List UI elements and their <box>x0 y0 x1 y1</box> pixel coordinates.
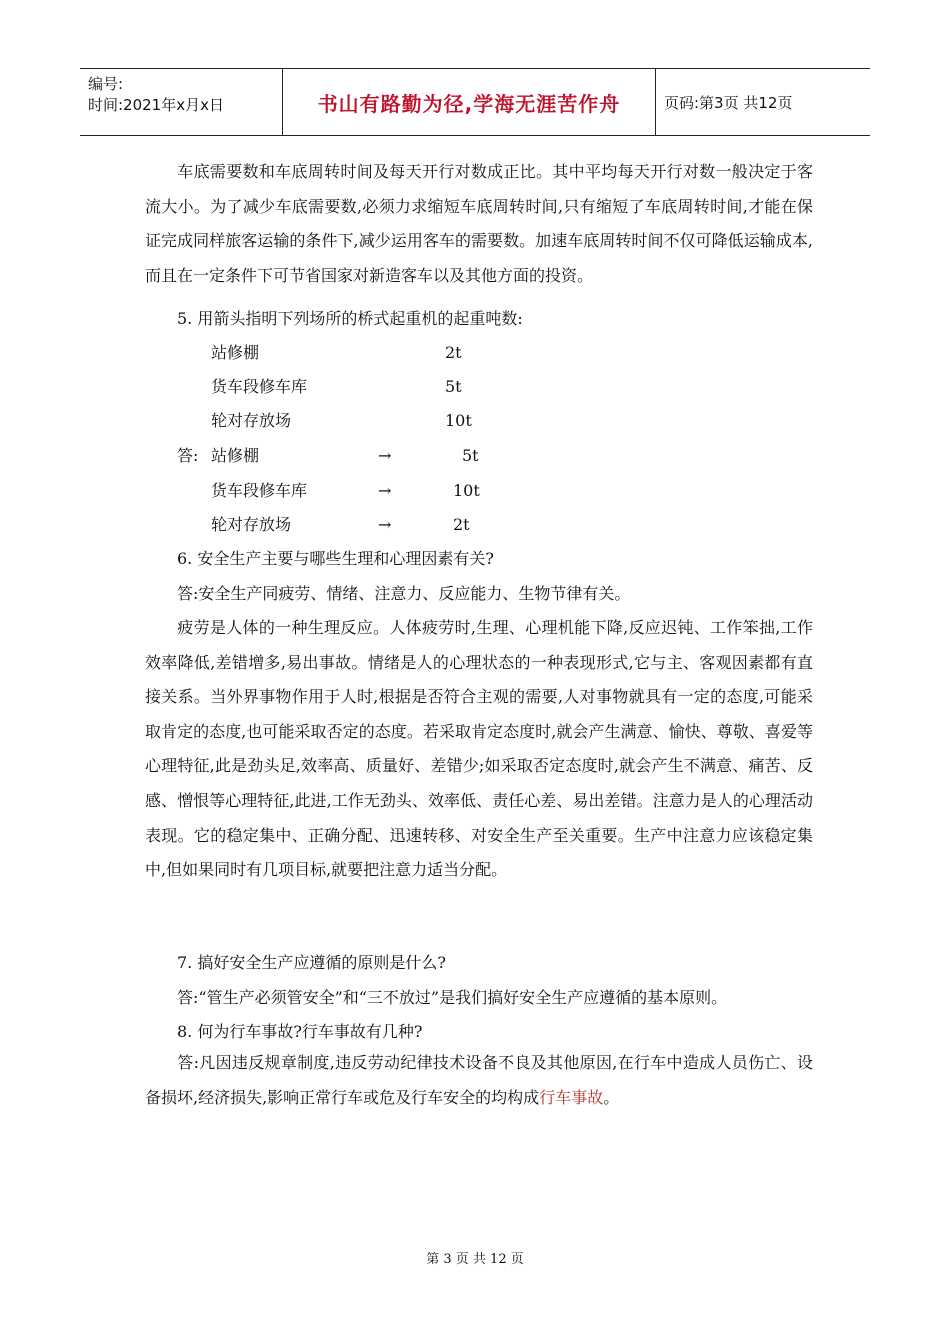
question-5: 5. 用箭头指明下列场所的桥式起重机的起重吨数: <box>177 309 523 328</box>
a5-value: 5t <box>462 446 479 465</box>
accident-link[interactable]: 行车事故 <box>539 1087 604 1107</box>
header-left-cell <box>80 69 283 135</box>
q5-place: 货车段修车库 <box>211 377 308 396</box>
question-8: 8. 何为行车事故?行车事故有几种? <box>177 1022 423 1041</box>
paragraph-intro-text: 车底需要数和车底周转时间及每天开行对数成正比。其中平均每天开行对数一般决定于客流大小。为了减少车底需要数,必须力求缩短车底周转时间,只有缩短了车底周转时间,才能在保证完成同样旅客运输的条件下,减少运用客车的需要数。加速车底周转时间不仅可降低运输成本,而且在一定条件下可节省国家对新造客车以及其他方面的投资。 <box>145 162 813 285</box>
answer-6: 答:安全生产同疲劳、情绪、注意力、反应能力、生物节律有关。 <box>177 584 631 603</box>
arrow-icon: → <box>378 515 392 534</box>
question-7: 7. 搞好安全生产应遵循的原则是什么? <box>177 953 446 972</box>
question-6: 6. 安全生产主要与哪些生理和心理因素有关? <box>177 549 494 568</box>
arrow-icon: → <box>378 446 392 465</box>
time-label: 时间:2021年x月x日 <box>88 96 224 114</box>
paragraph-intro <box>145 155 813 293</box>
answer-8-end: 。 <box>603 1087 620 1107</box>
answer-8 <box>145 1046 813 1115</box>
q5-place: 站修棚 <box>211 343 260 362</box>
page-label: 页码:第3页 共12页 <box>664 93 793 112</box>
q5-value: 2t <box>445 343 462 362</box>
number-label: 编号: <box>88 75 124 93</box>
a5-place: 站修棚 <box>211 446 260 465</box>
arrow-icon: → <box>378 481 392 500</box>
q5-value: 10t <box>445 411 472 430</box>
paragraph-fatigue-text: 疲劳是人体的一种生理反应。人体疲劳时,生理、心理机能下降,反应迟钝、工作笨拙,工作效率降低,差错增多,易出事故。情绪是人的心理状态的一种表现形式,它与主、客观因素都有直接关系。当外界事物作用于人时,根据是否符合主观的需要,人对事物就具有一定的态度,可能采取肯定的态度,也可能采取否定的态度。若采取肯定态度时,就会产生满意、愉快、尊敬、喜爱等心理特征,此是劲头足,效率高、质量好、差错少;如采取否定态度时,就会产生不满意、痛苦、反感、憎恨等心理特征,此进,工作无劲头、效率低、责任心差、易出差错。注意力是人的心理活动表现。它的稳定集中、正确分配、迅速转移、对安全生产至关重要。生产中注意力应该稳定集中,但如果同时有几项目标,就要把注意力适当分配。 <box>145 618 813 880</box>
answer-8-text: 答:凡因违反规章制度,违反劳动纪律技术设备不良及其他原因,在行车中造成人员伤亡、设备损坏,经济损失,影响正常行车或危及行车安全的均构成 <box>145 1053 813 1107</box>
page-header <box>80 68 870 136</box>
q5-value: 5t <box>445 377 462 396</box>
a5-value: 2t <box>453 515 470 534</box>
a5-value: 10t <box>453 481 480 500</box>
paragraph-fatigue <box>145 611 813 888</box>
motto: 书山有路勤为径,学海无涯苦作舟 <box>317 91 621 116</box>
header-page-cell <box>656 69 870 135</box>
page-footer: 第 3 页 共 12 页 <box>426 1252 524 1267</box>
header-motto-cell <box>283 69 656 135</box>
a5-place: 轮对存放场 <box>211 515 292 534</box>
q5-place: 轮对存放场 <box>211 411 292 430</box>
a5-place: 货车段修车库 <box>211 481 308 500</box>
answer-5-prefix: 答: <box>177 446 199 465</box>
answer-7: 答:“管生产必须管安全”和“三不放过”是我们搞好安全生产应遵循的基本原则。 <box>177 988 728 1007</box>
